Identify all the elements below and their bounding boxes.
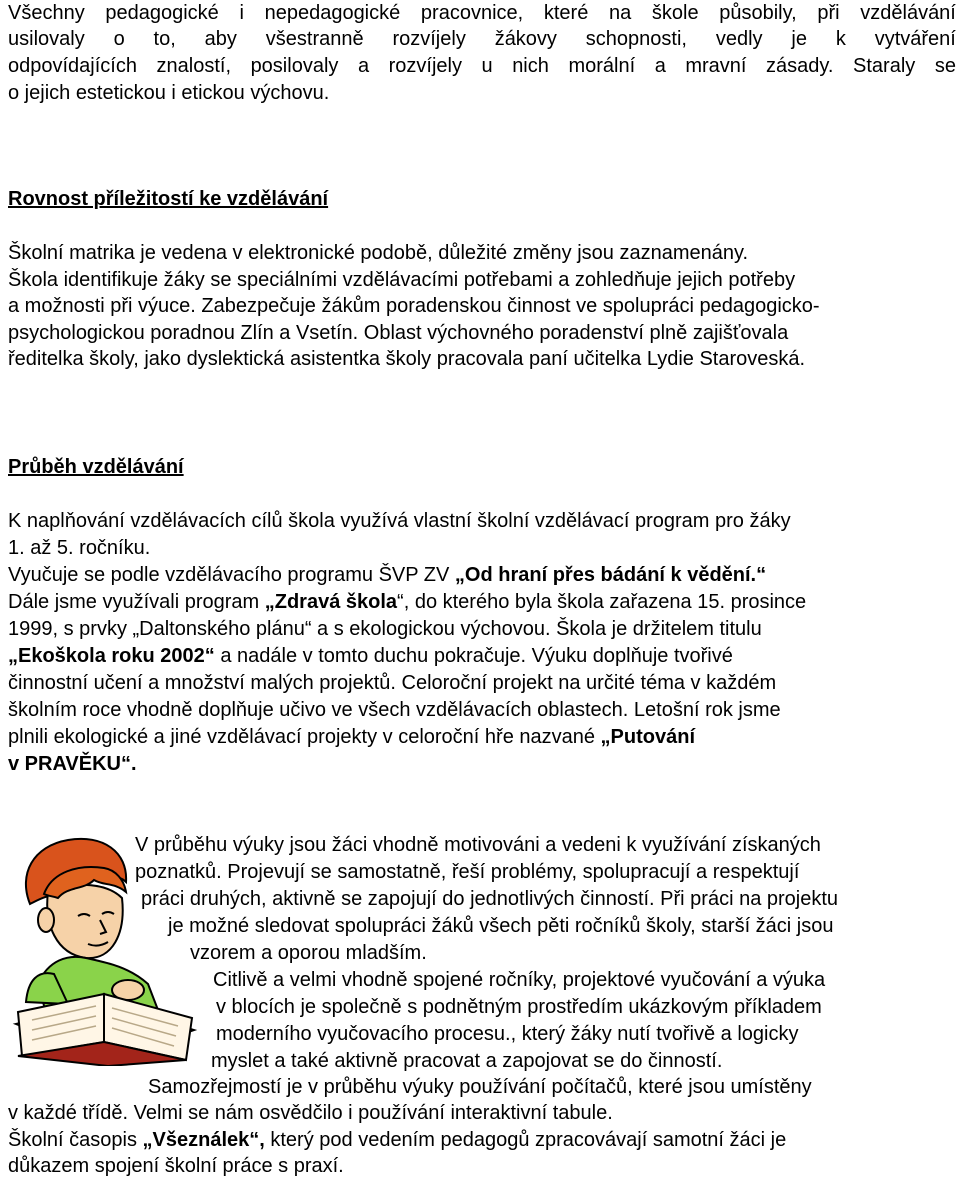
- word: mravní: [685, 55, 747, 77]
- section3-line-11: v každé třídě. Velmi se nám osvědčilo i používání interaktivní tabule.: [8, 1102, 613, 1124]
- word: na: [608, 2, 632, 24]
- word: všestranně: [265, 28, 364, 50]
- section-heading-education-course: Průběh vzdělávání: [8, 456, 184, 478]
- student-reading-book-icon: [8, 834, 203, 1066]
- word: schopnosti,: [585, 28, 687, 50]
- section3-line-9: myslet a také aktivně pracovat a zapojovat se do činností.: [211, 1050, 723, 1072]
- program-name: „Od hraní přes bádání k vědění.“: [454, 564, 767, 586]
- word: posilovaly: [250, 55, 339, 77]
- section2-line-3: [8, 562, 766, 589]
- intro-line-1: [8, 0, 956, 27]
- section2-line-1: K naplňování vzdělávacích cílů škola využívá vlastní školní vzdělávací program pro žáky: [8, 510, 791, 532]
- section2-line-9-text: plnili ekologické a jiné vzdělávací projekty v celoroční hře nazvané: [8, 726, 601, 748]
- section2-line-10: [8, 751, 137, 778]
- ecoschool-title: „Ekoškola roku 2002“: [8, 645, 215, 667]
- section3-line-4: je možné sledovat spolupráci žáků všech pěti ročníků školy, starší žáci jsou: [168, 915, 834, 937]
- magazine-name: „Všeználek“,: [142, 1129, 265, 1151]
- section3-line-3: práci druhých, aktivně se zapojují do jednotlivých činností. Při práci na projektu: [141, 888, 839, 910]
- word: pedagogické: [105, 2, 219, 24]
- word: a: [357, 55, 370, 77]
- word: žákovy: [494, 28, 557, 50]
- section2-line-9: [8, 724, 695, 751]
- section2-line-2: 1. až 5. ročníku.: [8, 537, 151, 559]
- word: i: [239, 2, 244, 24]
- section3-line-12-rest: který pod vedením pedagogů zpracovávají samotní žáci je: [264, 1129, 787, 1151]
- word: odpovídajících: [8, 55, 137, 77]
- word: rozvíjely: [388, 55, 462, 77]
- section1-line-2: Škola identifikuje žáky se speciálními vzdělávacími potřebami a zohledňuje jejich potřeby: [8, 269, 796, 291]
- intro-line-3: [8, 53, 956, 80]
- section3-line-8: moderního vyučovacího procesu., který žáky nutí tvořivě a logicky: [216, 1023, 799, 1045]
- section1-line-5: ředitelka školy, jako dyslektická asistentka školy pracovala paní učitelka Lydie Staroveská.: [8, 348, 806, 370]
- word: pracovnice,: [420, 2, 524, 24]
- section2-line-4-rest: “, do kterého byla škola zařazena 15. prosince: [397, 591, 807, 613]
- section3-line-2: poznatků. Projevují se samostatně, řeší problémy, spolupracují a respektují: [135, 861, 800, 883]
- section3-line-5: vzorem a oporou mladším.: [190, 942, 427, 964]
- word: škole: [651, 2, 699, 24]
- section1-line-1: Školní matrika je vedena v elektronické podobě, důležité změny jsou zaznamenány.: [8, 242, 749, 264]
- section2-line-6-rest: a nadále v tomto duchu pokračuje. Výuku doplňuje tvořivé: [214, 645, 733, 667]
- section1-line-3: a možnosti při výuce. Zabezpečuje žákům poradenskou činnost ve spolupráci pedagogicko-: [8, 295, 820, 317]
- word: je: [791, 28, 807, 50]
- section2-line-6: [8, 643, 733, 670]
- intro-line-4: o jejich estetickou i etickou výchovu.: [8, 82, 330, 104]
- intro-line-2: [8, 26, 956, 53]
- word: vzdělávání: [860, 2, 956, 24]
- word: se: [934, 55, 956, 77]
- section1-line-4: psychologickou poradnou Zlín a Vsetín. Oblast výchovného poradenství plně zajišťovala: [8, 322, 789, 344]
- word: vedly: [715, 28, 763, 50]
- word: aby: [204, 28, 237, 50]
- word: morální: [568, 55, 636, 77]
- section2-line-4-text: Dále jsme využívali program: [8, 591, 265, 613]
- word: o: [113, 28, 125, 50]
- word: vytváření: [874, 28, 956, 50]
- section2-line-5: 1999, s prvky „Daltonského plánu“ a s ekologickou výchovou. Škola je držitelem titulu: [8, 618, 762, 640]
- section3-line-12-text: Školní časopis: [8, 1129, 143, 1151]
- section3-line-13: důkazem spojení školní práce s praxí.: [8, 1155, 344, 1177]
- section2-line-8: školním roce vhodně doplňuje učivo ve všech vzdělávacích oblastech. Letošní rok jsme: [8, 699, 781, 721]
- section-heading-equal-opportunity: Rovnost příležitostí ke vzdělávání: [8, 188, 329, 210]
- word: působily,: [719, 2, 797, 24]
- project-name-part1: „Putování: [600, 726, 695, 748]
- word: to,: [153, 28, 176, 50]
- section3-line-10: Samozřejmostí je v průběhu výuky používání počítačů, které jsou umístěny: [148, 1076, 812, 1098]
- word: zásady.: [766, 55, 834, 77]
- word: které: [543, 2, 589, 24]
- section3-line-1: V průběhu výuky jsou žáci vhodně motivováni a vedeni k využívání získaných: [135, 834, 821, 856]
- word: usilovaly: [8, 28, 85, 50]
- word: Všechny: [8, 2, 85, 24]
- project-name-part2: v PRAVĚKU“.: [8, 753, 137, 775]
- section2-line-7: činnostní učení a množství malých projektů. Celoroční projekt na určité téma v každém: [8, 672, 777, 694]
- section2-line-3-text: Vyučuje se podle vzdělávacího programu ŠVP ZV: [8, 564, 455, 586]
- word: Staraly: [853, 55, 916, 77]
- word: znalostí,: [156, 55, 232, 77]
- word: rozvíjely: [392, 28, 466, 50]
- section2-line-4: [8, 589, 806, 616]
- section3-line-7: v blocích je společně s podnětným prostředím ukázkovým příkladem: [216, 996, 822, 1018]
- word: a: [654, 55, 666, 77]
- word: nich: [512, 55, 549, 77]
- word: nepedagogické: [264, 2, 401, 24]
- word: u: [481, 55, 493, 77]
- word: při: [817, 2, 840, 24]
- section3-line-12: [8, 1127, 786, 1154]
- healthy-school-name: „Zdravá škola: [264, 591, 398, 613]
- word: k: [835, 28, 846, 50]
- section3-line-6: Citlivě a velmi vhodně spojené ročníky, projektové vyučování a výuka: [213, 969, 826, 991]
